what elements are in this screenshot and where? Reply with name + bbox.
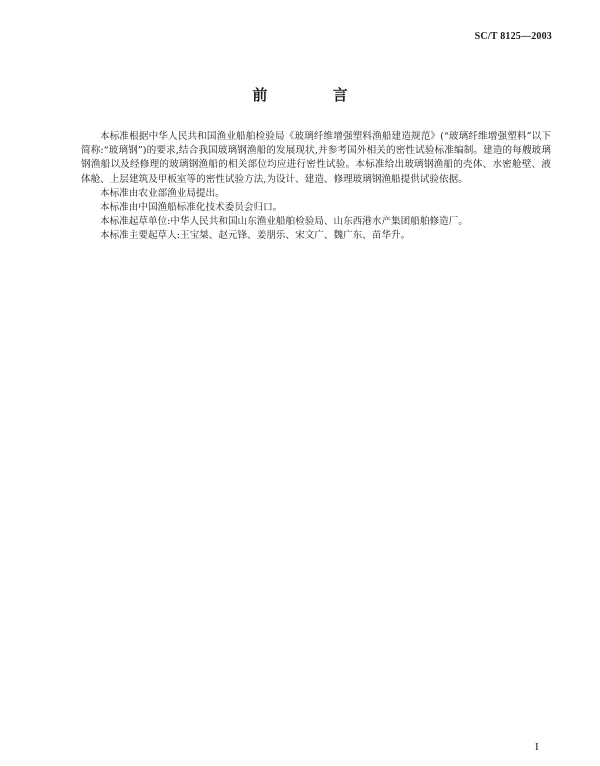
foreword-body bbox=[81, 130, 551, 244]
page-title: 前 言 bbox=[252, 86, 378, 104]
foreword-paragraph-basis: 本标准根据中华人民共和国渔业船舶检验局《玻璃纤维增强塑料渔船建造规范》(“玻璃纤维增强塑料”以下简称:“玻璃钢”)的要求,结合我国玻璃钢渔船的发展现状,并参考国外相关的密性试验标准编制。建造的每艘玻璃钢渔船以及经修理的玻璃钢渔船的相关部位均应进行密性试验。本标准给出玻璃钢渔船的壳体、水密舱壁、液体舱、上层建筑及甲板室等的密性试验方法,为设计、建造、修理玻璃钢渔船提供试验依据。 bbox=[81, 131, 551, 185]
foreword-paragraph-proposer: 本标准由农业部渔业局提出。 bbox=[100, 187, 225, 199]
page-number: I bbox=[535, 741, 539, 753]
standard-code: SC/T 8125—2003 bbox=[474, 31, 552, 42]
foreword-paragraph-drafting-unit: 本标准起草单位:中华人民共和国山东渔业船舶检验局、山东西港水产集团船舶修造厂。 bbox=[100, 216, 468, 228]
foreword-paragraph-drafters: 本标准主要起草人:王宝桀、赵元锋、姜朋乐、宋文广、魏广东、苗华升。 bbox=[100, 230, 411, 242]
foreword-paragraph-committee: 本标准由中国渔船标准化技术委员会归口。 bbox=[100, 202, 283, 214]
